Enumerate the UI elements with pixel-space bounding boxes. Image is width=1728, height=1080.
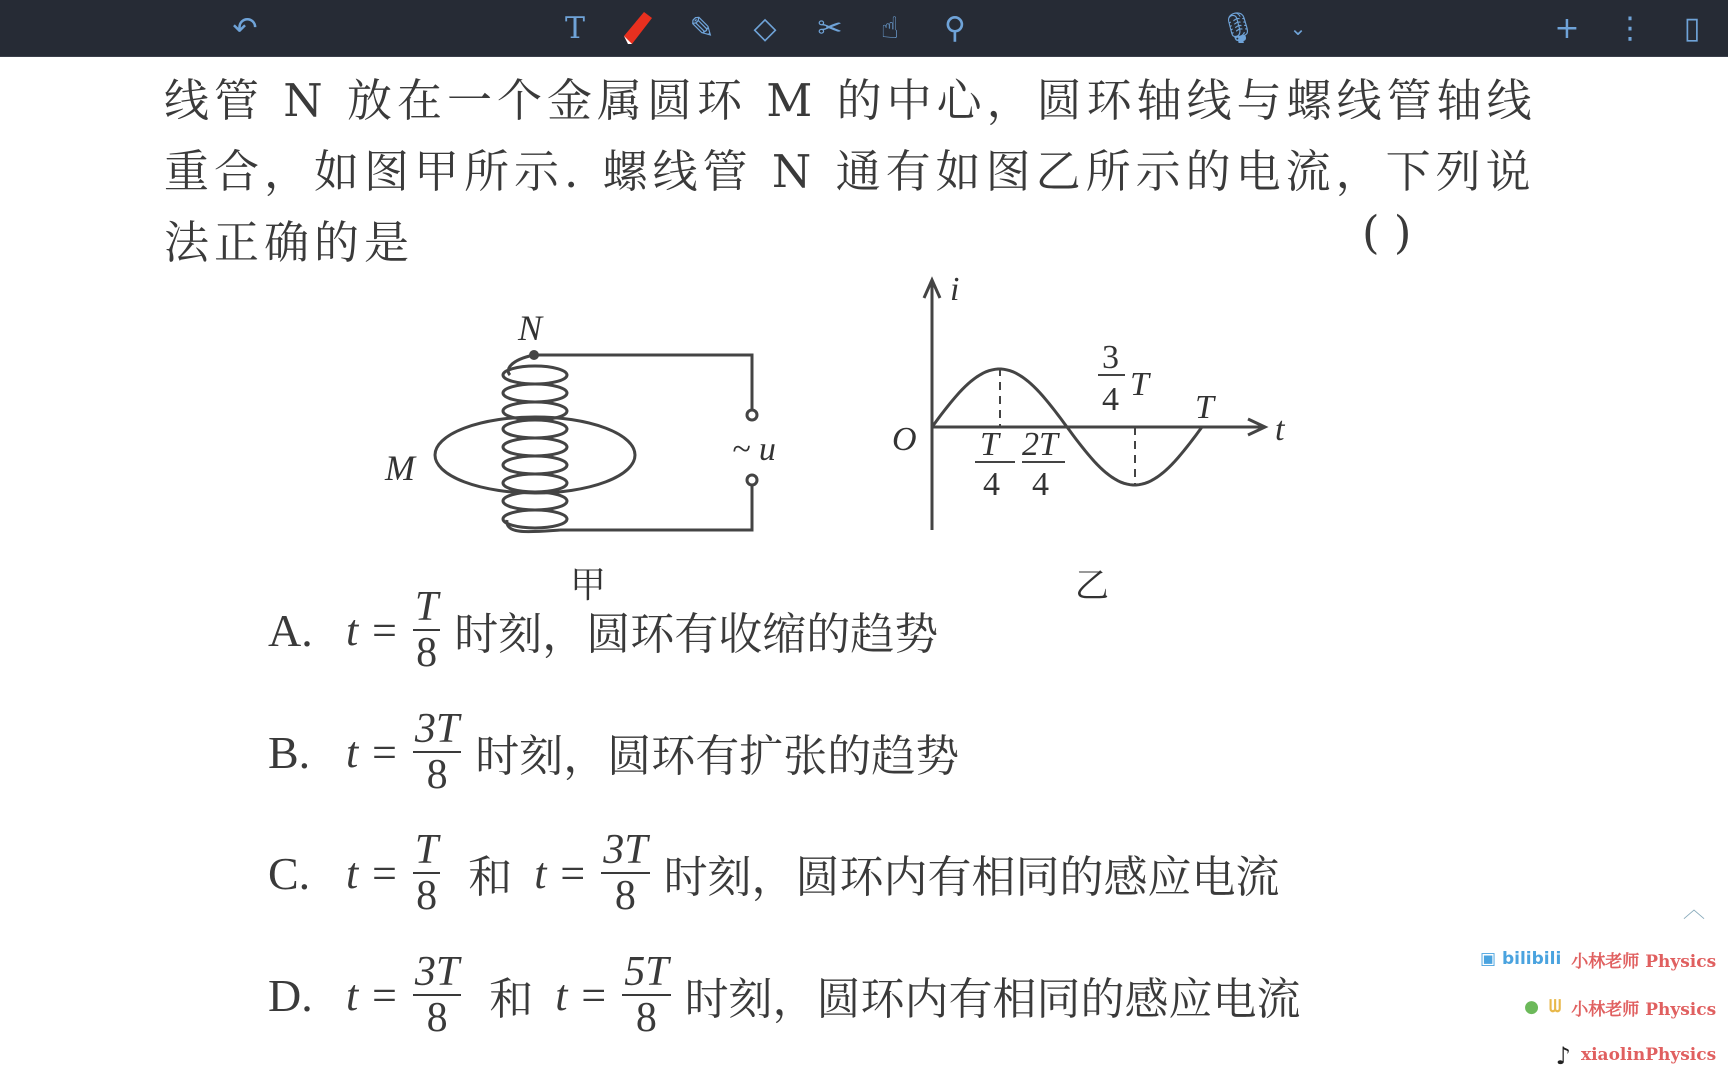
tick-2T4-den: 4 bbox=[1032, 466, 1049, 503]
scroll-up-icon[interactable]: ︿ bbox=[1683, 898, 1706, 923]
option-c[interactable] bbox=[268, 828, 1280, 918]
tick-3T4-den: 4 bbox=[1102, 381, 1119, 418]
question-line-1: 线管 N 放在一个金属圆环 M 的中心，圆环轴线与螺线管轴线 bbox=[164, 74, 1537, 127]
option-letter: B. bbox=[268, 726, 311, 778]
axis-t-label: t bbox=[1275, 411, 1285, 448]
caption-jia: 甲 bbox=[570, 565, 607, 606]
fraction: $\frac{T}{8}$ bbox=[414, 827, 439, 919]
time-expr-2: t = bbox=[555, 970, 609, 1020]
figure-yi bbox=[880, 270, 1300, 610]
wechat-account: 小林老师 Physics bbox=[1571, 999, 1717, 1020]
option-letter: A. bbox=[268, 604, 313, 656]
more-icon[interactable]: ⋮ bbox=[1615, 10, 1645, 46]
axis-i-label: i bbox=[950, 271, 960, 308]
option-text: 时刻，圆环有收缩的趋势 bbox=[454, 609, 939, 660]
fraction-2: $\frac{3T}{8}$ bbox=[603, 827, 648, 919]
channels-icon: ᗯ bbox=[1549, 997, 1562, 1017]
undo-icon[interactable]: ↶ bbox=[232, 10, 258, 46]
douyin-account: xiaolinPhysics bbox=[1580, 1045, 1717, 1065]
fraction: $\frac{T}{8}$ bbox=[414, 584, 439, 676]
pen-icon[interactable] bbox=[618, 8, 658, 48]
time-expr: t = bbox=[346, 848, 399, 898]
label-M: M bbox=[385, 448, 415, 488]
question-line-2: 重合，如图甲所示. 螺线管 N 通有如图乙所示的电流，下列说 bbox=[164, 145, 1536, 198]
bilibili-icon: ▣ bilibili bbox=[1480, 949, 1562, 969]
figure-jia bbox=[370, 300, 810, 610]
tick-3T4-T: T bbox=[1130, 366, 1149, 403]
tick-T4-num: T bbox=[980, 426, 999, 463]
fraction: $\frac{3T}{8}$ bbox=[414, 949, 460, 1041]
option-letter: D. bbox=[268, 969, 313, 1021]
option-text: 时刻，圆环内有相同的感应电流 bbox=[663, 852, 1280, 903]
tick-T4-den: 4 bbox=[983, 466, 1000, 503]
tick-2T4-num: 2T bbox=[1022, 426, 1058, 463]
microphone-icon[interactable]: 🎙 bbox=[1218, 10, 1258, 46]
option-text: 时刻，圆环有扩张的趋势 bbox=[475, 731, 960, 782]
conj: 和 bbox=[468, 852, 513, 903]
text-tool-icon[interactable]: T bbox=[564, 10, 585, 46]
hand-icon[interactable]: ☝ bbox=[880, 10, 900, 46]
option-text: 时刻，圆环内有相同的感应电流 bbox=[684, 974, 1301, 1025]
pages-icon[interactable]: ▯ bbox=[1683, 10, 1701, 46]
fraction-2: $\frac{5T}{8}$ bbox=[624, 949, 669, 1041]
wechat-icon: ● bbox=[1524, 997, 1539, 1017]
option-d[interactable] bbox=[268, 950, 1301, 1040]
caption-yi: 乙 bbox=[1075, 566, 1109, 606]
fraction: $\frac{3T}{8}$ bbox=[414, 706, 460, 798]
watermark bbox=[1480, 935, 1716, 1079]
lasso-icon[interactable]: ⚲ bbox=[944, 10, 966, 46]
label-N: N bbox=[518, 308, 543, 348]
tick-3T4-num: 3 bbox=[1102, 339, 1119, 376]
highlighter-icon[interactable]: ✎ bbox=[689, 10, 715, 46]
tick-T: T bbox=[1195, 389, 1214, 426]
option-a[interactable] bbox=[268, 585, 938, 675]
option-b[interactable] bbox=[268, 707, 959, 797]
answer-bracket: ( ) bbox=[1362, 206, 1412, 259]
bilibili-account: 小林老师 Physics bbox=[1571, 951, 1717, 972]
douyin-icon: ♪ bbox=[1555, 1040, 1571, 1070]
conj: 和 bbox=[489, 974, 534, 1025]
scissors-icon[interactable]: ✂ bbox=[817, 10, 843, 46]
plus-icon[interactable]: + bbox=[1554, 10, 1580, 46]
label-u: ~ u bbox=[732, 431, 776, 468]
eraser-icon[interactable]: ◇ bbox=[753, 10, 777, 46]
time-expr: t = bbox=[346, 727, 399, 777]
question-line-3: 法正确的是 bbox=[164, 216, 415, 269]
toolbar bbox=[0, 0, 1728, 57]
option-letter: C. bbox=[268, 847, 311, 899]
time-expr: t = bbox=[346, 605, 399, 655]
origin-label: O bbox=[892, 421, 917, 458]
time-expr: t = bbox=[346, 970, 399, 1020]
chevron-down-icon[interactable]: ⌄ bbox=[1289, 16, 1307, 40]
time-expr-2: t = bbox=[534, 848, 588, 898]
